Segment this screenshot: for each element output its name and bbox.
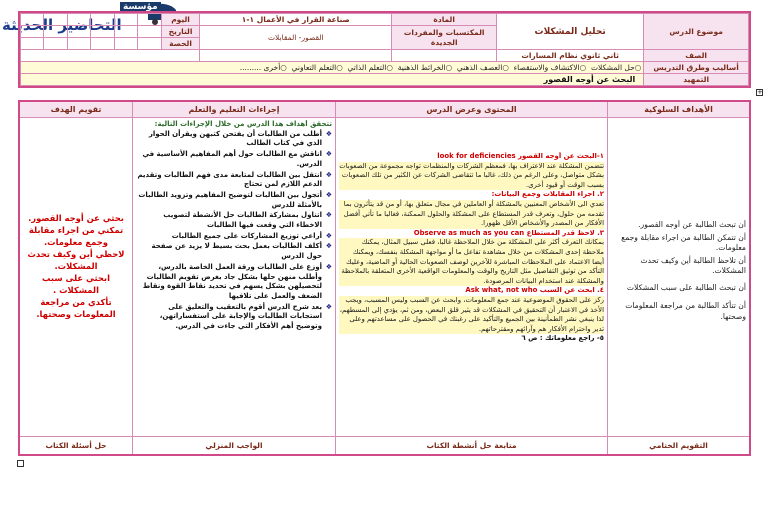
logo-line1: مؤسسة [120, 2, 161, 12]
logo-line2: التحاضير الحديثة [2, 16, 122, 34]
evaluation-item: تمكني من اجراء مقابلة وجمع معلومات. [28, 225, 124, 247]
objective-item: أن تتأكد الطالبة من مراجعة المعلومات وصحتها. [625, 301, 746, 321]
content-p1-title: ١-البحث عن أوجه القصور look for deficiencies [437, 152, 604, 160]
content-p3-text: بمكانك التعرف أكثر على المشكلة من خلال الملاحظة غالبا، فعلى سبيل المثال، يمكنك ملاحظة إحدى المشكلات من خلال مشاهدة تفاعل ما أو مواجهة المشكلة بنفسك، ويمكنك أيضا الاعتماد على الملاحظات المباشرة للآخرين لوصف الصعوبات الحالية أو الماضية، وعليك التأكد من توثيق التفاصيل مثل التاريخ والوقت والمعلومات الواقعية الأخرى المتعلقة بالملاحظة والمشكلة عند استخدام البيانات المرصودة. [339, 238, 604, 286]
objectives-column [607, 102, 749, 454]
procedure-item: ❖ أطلب من الطالبات أن يفتحن كتبهن ويقرأن الحوار الذي في كتاب الطالب [136, 130, 332, 149]
content-p4-title: ٤. ابحث عن السبب Ask what, not who [465, 286, 604, 295]
objective-item: أن تبحث الطالبة على سبب المشكلات [626, 282, 746, 292]
content-p1-text: تتضمن المشكلة عند الاعتراف بها، فمعظم الشركات والمنظمات تواجه مجموعة من الصعوبات بشكل متواصل، وعلى الرغم من ذلك، غالبا ما تتقاضى الشركات عن الكثير من تلك الصعوبات بسبب الوقت أو قيود أخرى. [339, 161, 604, 189]
period-label: الحصة [161, 38, 199, 50]
evaluation-head: تقويم الهدف [20, 102, 132, 118]
procedures-text [136, 120, 332, 432]
method-option[interactable]: ○الاكتشاف والاستقصاء [513, 63, 587, 72]
procedures-column [132, 102, 335, 454]
procedures-head: إجراءات التعليم والتعلم [133, 102, 335, 118]
subject-label: المادة [392, 14, 497, 26]
date-label: التاريخ [161, 26, 199, 38]
objectives-list [611, 220, 746, 432]
procedure-item: ❖ أتجول بين الطالبات لتوضيح المفاهيم وتزويد الطالبات بالأمثلة للدرس [136, 191, 332, 210]
method-option[interactable]: ○أخرى ......... [239, 63, 287, 72]
objectives-head: الأهداف السلوكية [608, 102, 749, 118]
content-head: المحتوى وعرض الدرس [336, 102, 607, 118]
closing-eval: التقويم الختامي [608, 436, 749, 454]
evaluation-list [23, 212, 129, 432]
intro-value: البحث عن أوجه القصور [21, 74, 644, 86]
procedure-item: ❖ أراعي توزيع المشاركات على جميع الطالبات [136, 232, 332, 242]
book-activities: متابعة حل أنشطة الكتاب [336, 436, 607, 454]
procedure-item: ❖ انتقل بين الطالبات لمتابعة مدى فهم الطالبات وتقديم الدعم اللازم لمن تحتاج [136, 171, 332, 190]
objective-item: أن تلاحظ الطالبة أين وكيف تحدث المشكلات. [640, 255, 746, 275]
methods-options [21, 62, 644, 74]
method-option[interactable]: ○العصف الذهني [456, 63, 509, 72]
course-line: صناعة القرار في الأعمال ١-١ [200, 14, 392, 26]
evaluation-column [20, 102, 132, 454]
procedure-item: ❖ اناقش مع الطالبات حول أهم المفاهيم الأساسية في الدرس. [136, 150, 332, 169]
objective-item: أن تبحث الطالبة عن أوجه القصور. [638, 220, 746, 229]
move-handle-icon[interactable]: + [757, 88, 763, 96]
content-p5-title: ٥- راجع معلوماتك : ص ٦ [521, 334, 604, 343]
content-p2-title: ٢. اجراء المقابلات وجمع البيانات: [491, 190, 604, 199]
homework: الواجب المنزلي [133, 436, 335, 454]
method-option[interactable]: ○الخرائط الذهنية [397, 63, 453, 72]
grade-label: الصف [644, 50, 749, 62]
evaluation-item: لاحظي أين وكيف تحدث المشكلات. [27, 249, 125, 271]
evaluation-item: ابحثي على سبب المشكلات . [42, 273, 110, 295]
lesson-label: موضوع الدرس [644, 14, 749, 50]
objective-item: أن تتمكن الطالبة من اجراء مقابلة وجمع معلومات. [621, 232, 746, 252]
content-text [339, 152, 604, 432]
procedure-item: ❖ أكلف الطالبات بعمل بحث بسيط لا يزيد عن صفحة حول الدرس [136, 242, 332, 261]
methods-label: أساليب وطرق التدريس [644, 62, 749, 74]
procedure-item: ❖ اتناول بمشاركة الطالبات حل الأنشطة لتصويب الاخطاء التي وقعت فيها الطالبات [136, 211, 332, 230]
content-column [335, 102, 607, 454]
content-p3-title: ٣. لاحظ قدر المستطاع Observe as much as you can [413, 228, 604, 237]
method-option[interactable]: ○حل المشكلات [590, 63, 642, 72]
competencies-value: القصور- المقابلات [200, 26, 392, 50]
content-p2-text: تعدي الى الأشخاص المعنيين بالمشكلة أو العاملين في مجال متعلق بها، أو من قد يتأثرون بما تقدمه من حلول، وتعرف قدر المستطاع على المشكلة والحلول الممكنة، فغالبا ما تأتي أفضل الأفكار من المصدر والأشخاص الأقل ظهورا. [339, 200, 604, 229]
evaluation-item: بحثي عن أوجه القصور. [28, 213, 124, 223]
resize-handle-icon[interactable] [17, 460, 24, 467]
method-option[interactable]: ○التعلم التعاوني [291, 63, 343, 72]
day-label: اليوم [161, 14, 199, 26]
method-option[interactable]: ○التعلم الذاتي [347, 63, 393, 72]
lesson-body [18, 100, 751, 456]
lesson-value: تحليل المشكلات [496, 14, 643, 50]
procedures-intro: تتحقق أهداف هذا الدرس من خلال الإجراءات التالية: [154, 120, 332, 128]
procedure-item: ❖ أوزع على الطالبات ورقة العمل الخاصة بالدرس، وأطلب منهن حلها بشكل جاد بغرض تقويم الطالبات لتحصيلهن بشكل يسهم في تحديد نقاط القوة ونقاط الضعف والعمل على تلافيها [136, 263, 332, 302]
intro-label: التمهيد [644, 74, 749, 86]
evaluation-item: تأكدي من مراجعة المعلومات وصحتها. [36, 297, 116, 319]
procedure-item: ❖ بعد شرح الدرس أقوم بالتعقيب والتعليق على استجابات الطالبات والإجابة على استفساراتهن، وتوضيح أهم الأفكار التي جاءت في الدرس. [136, 303, 332, 332]
competencies-label: المكتسبات والمفردات الجديدة [392, 26, 497, 50]
header-table [18, 11, 751, 88]
grade-value: ثاني ثانوي نظام المسارات [496, 50, 643, 62]
book-questions: حل أسئلة الكتاب [20, 436, 132, 454]
content-p4-text: ركز على الحقوق الموضوعية عند جمع المعلومات، وابحث عن السبب وليس المسبب، ويجب الأخذ في الاعتبار أن التحقيق في المشكلات قد يثير قلق البعض، ومن ثم، يؤدي إلى المسطهم، لذا ينبغي نشر الطمأنينة بين الجميع والتأكيد على رغبتك في الحصول على مساعدتهم وعلى تدير واحترام الأفكار هم وآرائهم ومقترحاتهم. [339, 295, 604, 333]
